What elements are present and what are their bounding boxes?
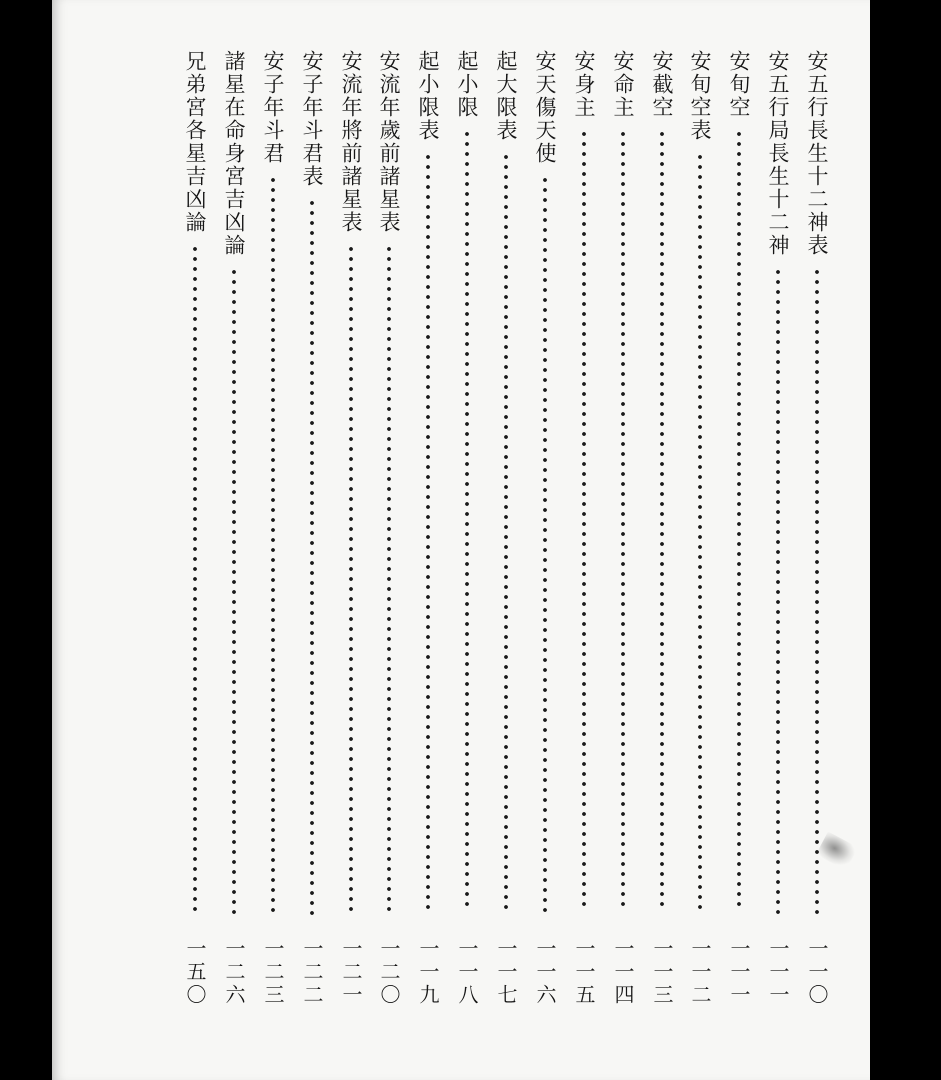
dot-leader bbox=[426, 152, 430, 912]
toc-entry[interactable] bbox=[297, 50, 327, 918]
dot-leader bbox=[504, 152, 508, 912]
toc-entry-page-number: 一二〇 bbox=[377, 938, 401, 1007]
toc-entry-title: 起小限 bbox=[455, 50, 479, 119]
toc-entry-title: 安截空 bbox=[650, 50, 674, 119]
toc-entry-page-number: 一一〇 bbox=[805, 938, 829, 1007]
toc-entry-page-number: 一一一 bbox=[727, 938, 751, 1007]
dot-leader bbox=[815, 267, 819, 917]
toc-entry-title: 起小限表 bbox=[416, 50, 440, 142]
dot-leader bbox=[543, 175, 547, 915]
toc-entry[interactable] bbox=[219, 50, 249, 917]
toc-entry-page-number: 一二二 bbox=[300, 938, 324, 1007]
toc-entry[interactable] bbox=[569, 50, 599, 909]
toc-entry-title: 安命主 bbox=[611, 50, 635, 119]
toc-page bbox=[52, 0, 870, 1080]
toc-entry[interactable] bbox=[685, 50, 715, 912]
dot-leader bbox=[465, 129, 469, 909]
dot-leader bbox=[232, 267, 236, 917]
dot-leader bbox=[193, 244, 197, 914]
toc-entry[interactable] bbox=[530, 50, 560, 915]
toc-entry-page-number: 一一七 bbox=[494, 938, 518, 1007]
toc-entry-page-number: 一二三 bbox=[261, 938, 285, 1007]
toc-entry-page-number: 一一九 bbox=[416, 938, 440, 1007]
toc-entry-page-number: 一二一 bbox=[339, 938, 363, 1007]
toc-entry[interactable] bbox=[336, 50, 366, 914]
toc-entry-title: 兄弟宮各星吉凶論 bbox=[183, 50, 207, 234]
toc-entry-title: 安五行局長生十二神 bbox=[766, 50, 790, 257]
toc-entry-page-number: 一一五 bbox=[572, 938, 596, 1007]
toc-entry-page-number: 一一四 bbox=[611, 938, 635, 1007]
toc-entry-title: 諸星在命身宮吉凶論 bbox=[222, 50, 246, 257]
toc-entry[interactable] bbox=[180, 50, 210, 914]
toc-entry[interactable] bbox=[763, 50, 793, 917]
dot-leader bbox=[310, 198, 314, 918]
dot-leader bbox=[349, 244, 353, 914]
dot-leader bbox=[660, 129, 664, 909]
toc-entry-title: 安旬空 bbox=[727, 50, 751, 119]
toc-entry-title: 安子年斗君 bbox=[261, 50, 285, 165]
toc-entry-title: 安天傷天使 bbox=[533, 50, 557, 165]
dot-leader bbox=[776, 267, 780, 917]
toc-entry[interactable] bbox=[724, 50, 754, 909]
toc-entry[interactable] bbox=[258, 50, 288, 915]
toc-entry-title: 安五行長生十二神表 bbox=[805, 50, 829, 257]
toc-entry-title: 起大限表 bbox=[494, 50, 518, 142]
dot-leader bbox=[737, 129, 741, 909]
dot-leader bbox=[582, 129, 586, 909]
toc-entry-title: 安子年斗君表 bbox=[300, 50, 324, 188]
toc-entry[interactable] bbox=[608, 50, 638, 909]
toc-entry-title: 安旬空表 bbox=[688, 50, 712, 142]
toc-entry-page-number: 一一八 bbox=[455, 938, 479, 1007]
toc-entry-page-number: 一一六 bbox=[533, 938, 557, 1007]
toc-entry-page-number: 一一三 bbox=[650, 938, 674, 1007]
toc-entry-title: 安流年歲前諸星表 bbox=[377, 50, 401, 234]
toc-entry-title: 安身主 bbox=[572, 50, 596, 119]
dot-leader bbox=[271, 175, 275, 915]
toc-entry[interactable] bbox=[802, 50, 832, 917]
toc-entry[interactable] bbox=[452, 50, 482, 909]
dot-leader bbox=[387, 244, 391, 914]
dot-leader bbox=[698, 152, 702, 912]
dot-leader bbox=[621, 129, 625, 909]
toc-entry[interactable] bbox=[374, 50, 404, 914]
toc-entry-page-number: 一二六 bbox=[222, 938, 246, 1007]
toc-entry[interactable] bbox=[491, 50, 521, 912]
toc-entry-page-number: 一一一 bbox=[766, 938, 790, 1007]
toc-entry-page-number: 一一二 bbox=[688, 938, 712, 1007]
toc-entry[interactable] bbox=[647, 50, 677, 909]
toc-entry-title: 安流年將前諸星表 bbox=[339, 50, 363, 234]
toc-entry-page-number: 一五〇 bbox=[183, 938, 207, 1007]
toc-entry[interactable] bbox=[413, 50, 443, 912]
